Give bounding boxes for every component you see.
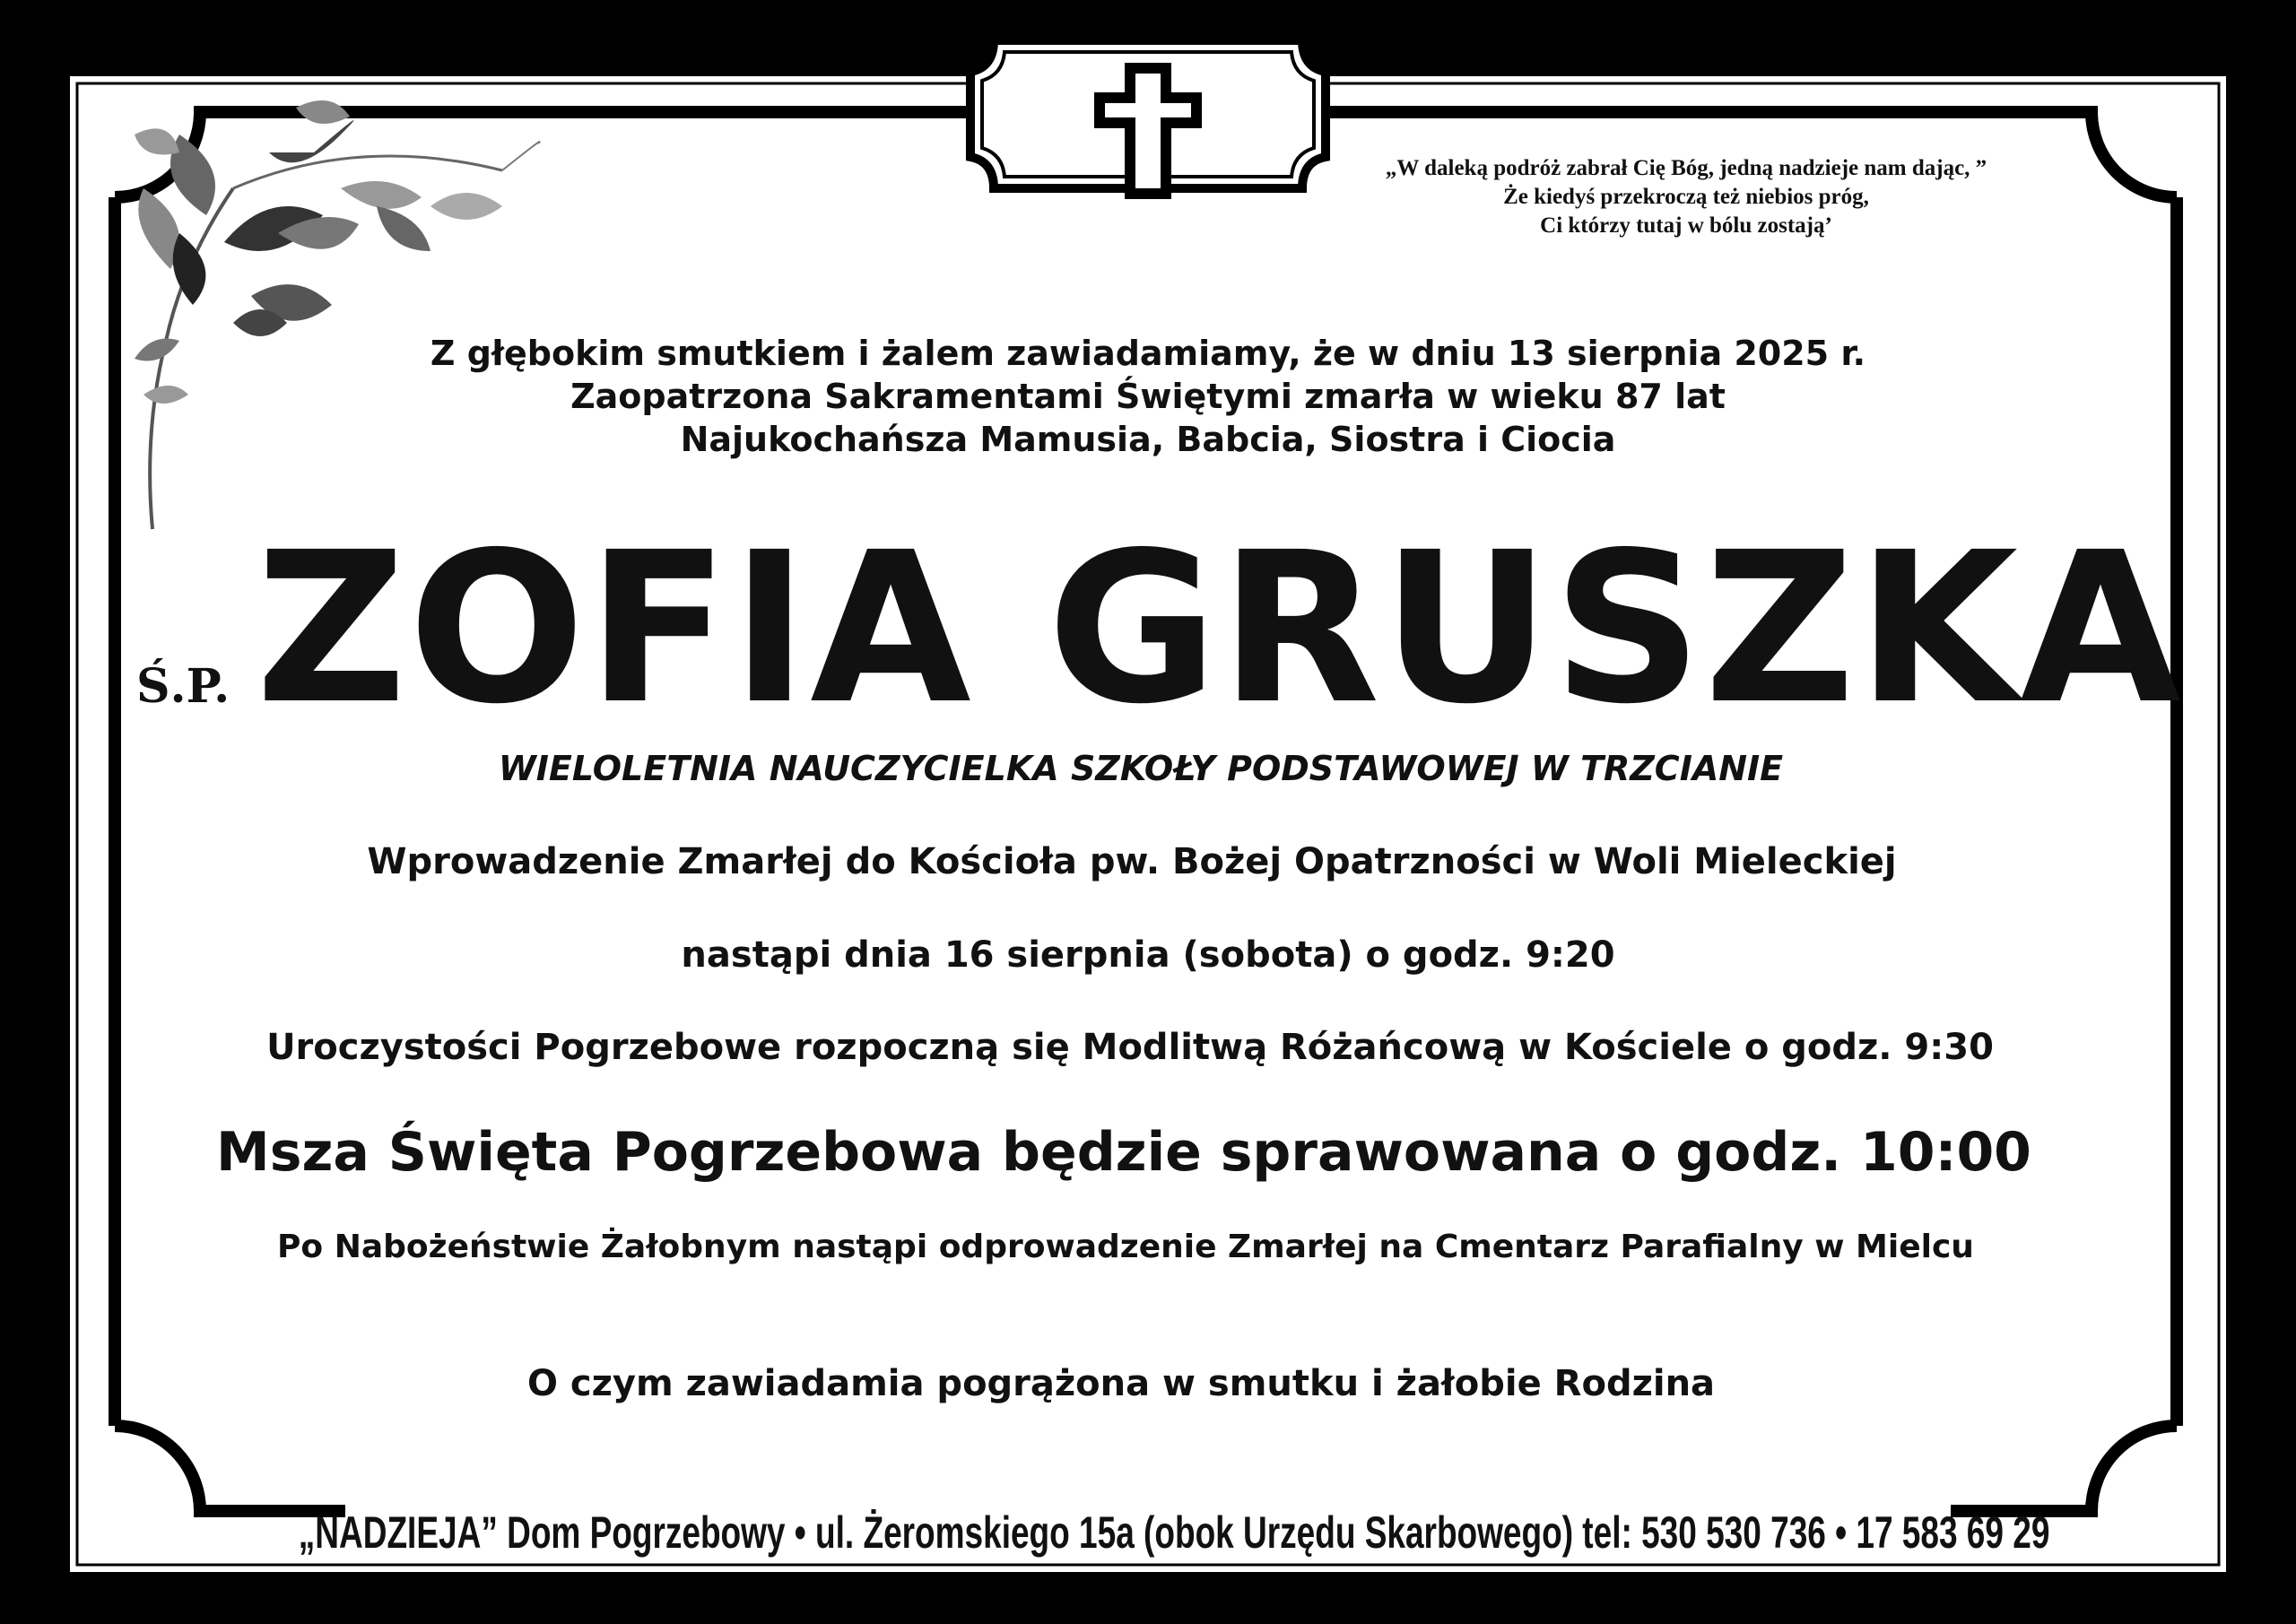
ceremony-line: nastąpi dnia 16 sierpnia (sobota) o godz. 9:20 bbox=[681, 934, 1615, 976]
deceased-name-row bbox=[0, 508, 2296, 750]
farewell-quote bbox=[1274, 154, 2099, 240]
deceased-name: ZOFIA GRUSZKA bbox=[256, 508, 2183, 750]
quote-line: Ci którzy tutaj w bólu zostają’ bbox=[1540, 213, 1832, 238]
ceremony-line: Po Nabożeństwie Żałobnym nastąpi odprowadzenie Zmarłej na Cmentarz Parafialny w Mielcu bbox=[277, 1229, 1974, 1265]
closing-signature: O czym zawiadamia pogrążona w smutku i żałobie Rodzina bbox=[526, 1363, 1716, 1404]
deceased-prefix: Ś.P. bbox=[136, 659, 230, 714]
quote-line: „W daleką podróż zabrał Cię Bóg, jedną nadzieje nam dając, ” bbox=[1385, 156, 1987, 180]
intro-line: Najukochańsza Mamusia, Babcia, Siostra i Ciocia bbox=[680, 420, 1616, 459]
funeral-home-footer: „NADZIEJA” Dom Pogrzebowy • ul. Żeromskiego 15a (obok Urzędu Skarbowego) tel: 530 530 736 • 17 583 69 29 bbox=[298, 1507, 2050, 1558]
ceremony-line: Wprowadzenie Zmarłej do Kościoła pw. Bożej Opatrzności w Woli Mieleckiej bbox=[367, 841, 1897, 882]
deceased-occupation: WIELOLETNIA NAUCZYCIELKA SZKOŁY PODSTAWOWEJ W TRZCIANIE bbox=[498, 749, 1784, 788]
intro-line: Zaopatrzona Sakramentami Świętymi zmarła w wieku 87 lat bbox=[570, 377, 1726, 416]
funeral-mass-time: Msza Święta Pogrzebowa będzie sprawowana o godz. 10:00 bbox=[216, 1121, 2031, 1184]
ceremony-line: Uroczystości Pogrzebowe rozpoczną się Modlitwą Różańcową w Kościele o godz. 9:30 bbox=[266, 1027, 1994, 1068]
quote-line: Że kiedyś przekroczą też niebios próg, bbox=[1503, 185, 1869, 209]
intro-line: Z głębokim smutkiem i żalem zawiadamiamy, że w dniu 13 sierpnia 2025 r. bbox=[430, 334, 1866, 373]
